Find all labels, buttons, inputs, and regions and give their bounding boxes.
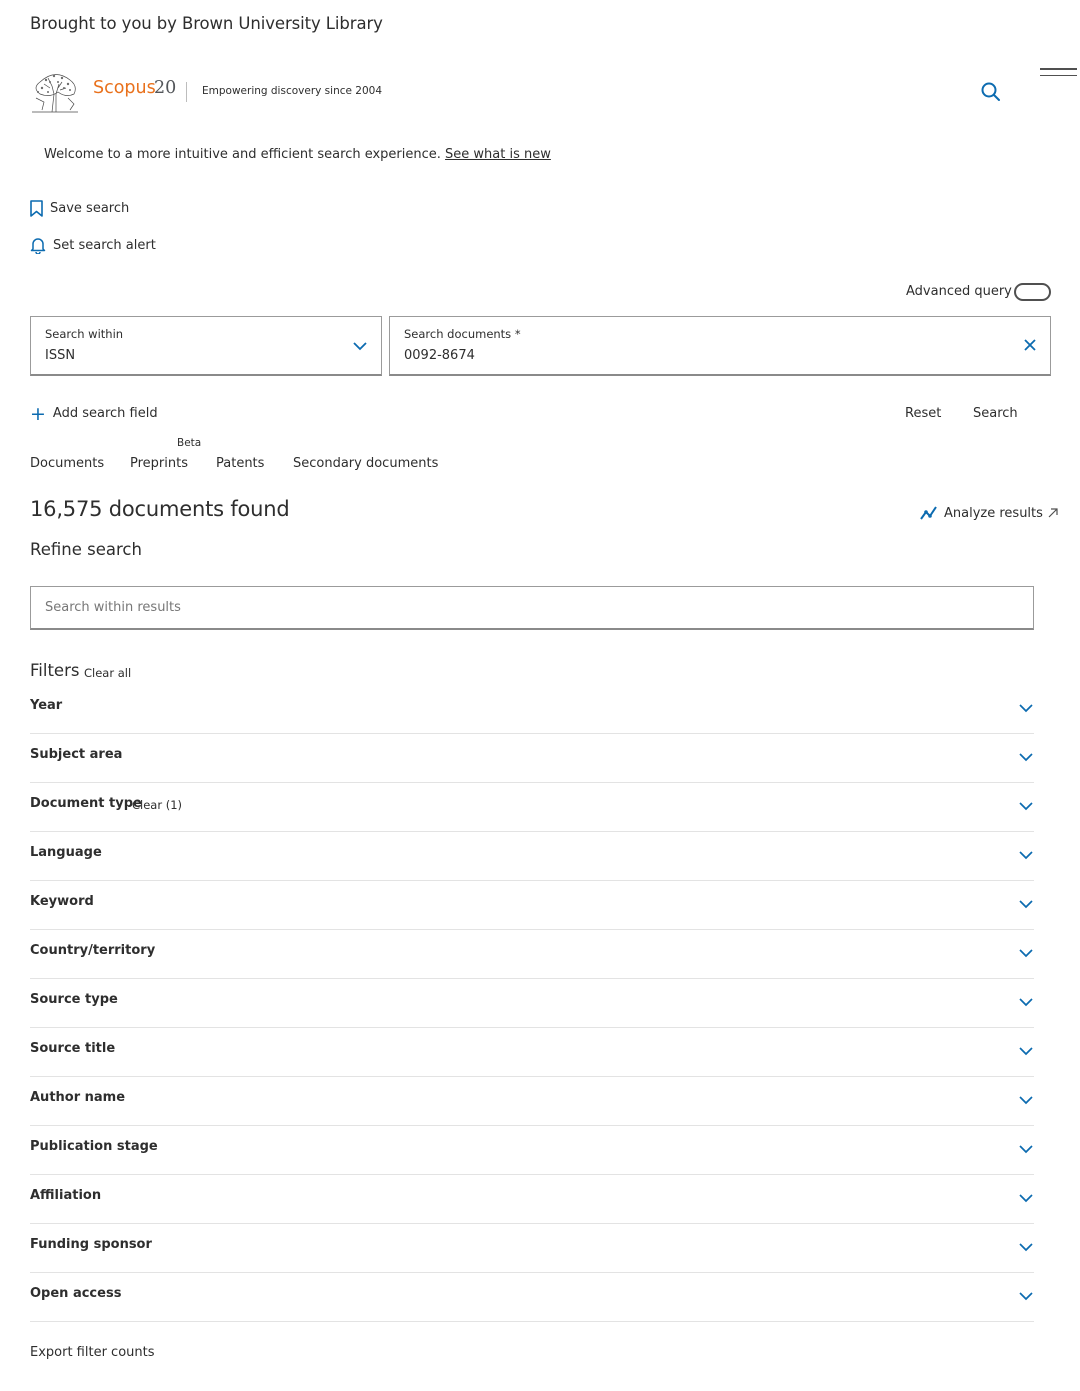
filter-label: Document type [30, 796, 142, 811]
filter-funding-sponsor[interactable] [30, 1224, 1034, 1273]
see-what-is-new-link[interactable]: See what is new [445, 147, 551, 162]
chevron-down-icon [1018, 994, 1034, 1010]
add-search-field-label: Add search field [52, 406, 158, 421]
chevron-down-icon [1018, 1288, 1034, 1304]
chevron-down-icon [1018, 1190, 1034, 1206]
search-within-results-field[interactable] [30, 586, 1034, 630]
hamburger-menu-icon[interactable] [1040, 68, 1077, 86]
welcome-text: Welcome to a more intuitive and efficient search experience. [44, 147, 441, 162]
filter-label: Subject area [30, 747, 123, 762]
chevron-down-icon [1018, 1043, 1034, 1059]
add-search-field-button[interactable] [30, 402, 158, 425]
advanced-query-toggle[interactable] [1014, 283, 1051, 301]
search-documents-input[interactable] [389, 316, 1051, 376]
chevron-down-icon [1018, 798, 1034, 814]
elsevier-tree-logo-icon[interactable] [30, 68, 80, 114]
tab-secondary-documents[interactable]: Secondary documents [293, 456, 439, 471]
bookmark-icon [30, 200, 43, 217]
analyze-results-link[interactable] [920, 505, 1065, 521]
filter-label: Source title [30, 1041, 116, 1056]
filter-country-territory[interactable] [30, 930, 1034, 979]
filter-label: Author name [30, 1090, 126, 1105]
save-search-button[interactable] [30, 200, 129, 217]
scopus-logo-text[interactable]: Scopus [93, 78, 156, 98]
filter-affiliation[interactable] [30, 1175, 1034, 1224]
filter-label: Language [30, 845, 102, 860]
filter-label: Publication stage [30, 1139, 158, 1154]
filter-label: Funding sponsor [30, 1237, 152, 1252]
filter-author-name[interactable] [30, 1077, 1034, 1126]
filter-year[interactable] [30, 685, 1034, 734]
filter-open-access[interactable] [30, 1273, 1034, 1322]
search-button[interactable]: Search [973, 406, 1018, 421]
chevron-down-icon [1018, 749, 1034, 765]
chevron-down-icon [1018, 700, 1034, 716]
scopus-anniversary-number: 20 [154, 78, 177, 98]
save-search-label: Save search [50, 201, 130, 216]
chevron-down-icon [1018, 945, 1034, 961]
brought-to-you-text: Brought to you by Brown University Library [30, 14, 383, 33]
chevron-down-icon [1018, 1141, 1034, 1157]
filter-label: Open access [30, 1286, 122, 1301]
filter-source-type[interactable] [30, 979, 1034, 1028]
search-documents-label: Search documents * [404, 327, 521, 341]
clear-all-filters-button[interactable]: Clear all [84, 666, 132, 680]
tab-patents[interactable]: Patents [216, 456, 265, 471]
tab-documents[interactable]: Documents [30, 456, 105, 471]
set-search-alert-button[interactable] [30, 237, 156, 254]
export-filter-counts-button[interactable]: Export filter counts [30, 1345, 155, 1360]
logo-divider [186, 82, 187, 102]
reset-button[interactable]: Reset [905, 406, 942, 421]
search-within-value: ISSN [45, 348, 76, 363]
filter-language[interactable] [30, 832, 1034, 881]
beta-badge: Beta [177, 437, 202, 449]
filter-source-title[interactable] [30, 1028, 1034, 1077]
set-alert-label: Set search alert [53, 238, 156, 253]
plus-icon: + [30, 402, 46, 425]
tab-preprints[interactable]: Preprints [130, 456, 188, 471]
search-within-results-input[interactable] [31, 587, 1033, 628]
filter-label: Year [30, 698, 63, 713]
advanced-query-label: Advanced query [906, 284, 1012, 299]
filter-label: Keyword [30, 894, 94, 909]
tagline: Empowering discovery since 2004 [202, 85, 383, 97]
search-within-select[interactable] [30, 316, 382, 376]
chevron-down-icon [1018, 896, 1034, 912]
chevron-down-icon [1018, 847, 1034, 863]
chevron-down-icon [351, 337, 369, 355]
analytics-chart-icon [920, 505, 938, 521]
bell-icon [30, 237, 46, 254]
results-count: 16,575 documents found [30, 497, 290, 521]
search-within-label: Search within [45, 327, 124, 341]
filter-publication-stage[interactable] [30, 1126, 1034, 1175]
welcome-banner [44, 147, 551, 162]
filter-label: Source type [30, 992, 118, 1007]
document-type-clear-button[interactable]: Clear (1) [132, 798, 183, 812]
filters-heading: Filters [30, 661, 80, 680]
close-icon[interactable] [1022, 337, 1038, 353]
filter-document-type[interactable] [30, 783, 1034, 832]
filter-label: Country/territory [30, 943, 156, 958]
chevron-down-icon [1018, 1092, 1034, 1108]
refine-search-heading: Refine search [30, 540, 142, 559]
analyze-results-label: Analyze results [944, 505, 1043, 521]
search-icon[interactable] [979, 80, 1003, 104]
filter-label: Affiliation [30, 1188, 102, 1203]
filter-keyword[interactable] [30, 881, 1034, 930]
external-link-arrow-icon [1047, 507, 1059, 519]
chevron-down-icon [1018, 1239, 1034, 1255]
filter-subject-area[interactable] [30, 734, 1034, 783]
search-documents-value: 0092-8674 [404, 348, 475, 363]
